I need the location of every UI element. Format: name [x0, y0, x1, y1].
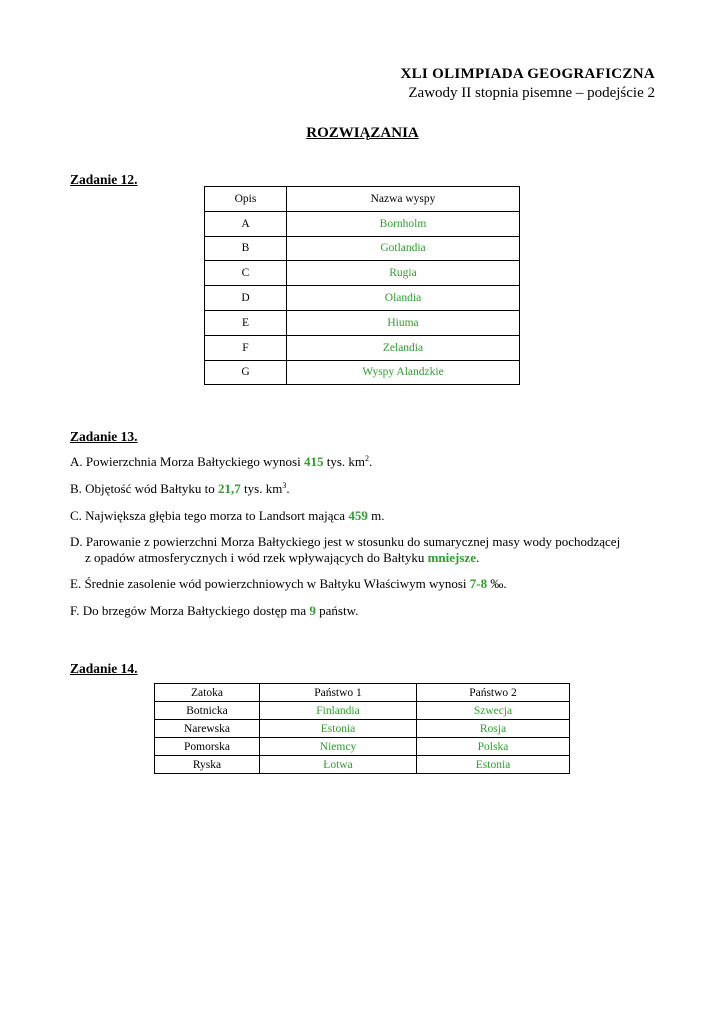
table-row — [205, 360, 520, 385]
table-row — [155, 702, 570, 720]
answer-text: . — [286, 481, 290, 496]
table-row — [155, 720, 570, 738]
answer-cell: Polska — [417, 738, 570, 756]
table-header-row — [155, 684, 570, 702]
answer-text: . — [475, 550, 480, 565]
answer-value: 7-8 — [469, 576, 488, 591]
answer-text: tys. km — [323, 454, 365, 469]
column-header: Opis — [205, 187, 287, 212]
table-header-row — [205, 187, 520, 212]
answer-text: . — [369, 454, 373, 469]
answer-cell: Szwecja — [417, 702, 570, 720]
answer-d-line1: D. Parowanie z powierzchni Morza Bałtyckiego jest w stosunku do sumarycznej masy wody pochodzącej — [70, 534, 621, 549]
table-row — [155, 756, 570, 774]
answer-cell: Rugia — [287, 261, 520, 286]
answer-cell: Niemcy — [260, 738, 417, 756]
table-row — [205, 211, 520, 236]
answer-text: C. Największa głębia tego morza to Landsort mająca — [70, 508, 349, 523]
row-key: Ryska — [155, 756, 260, 774]
answer-cell: Finlandia — [260, 702, 417, 720]
table-row — [205, 236, 520, 261]
task-12-table — [204, 186, 520, 385]
answer-cell: Bornholm — [287, 211, 520, 236]
answer-a — [70, 454, 372, 470]
row-key: Botnicka — [155, 702, 260, 720]
row-key: A — [205, 211, 287, 236]
answer-text: m. — [367, 508, 385, 523]
table-row — [205, 335, 520, 360]
answer-cell: Olandia — [287, 286, 520, 311]
answer-value: mniejsze — [427, 550, 476, 565]
task-14-label: Zadanie 14. — [70, 661, 138, 676]
competition-title: XLI OLIMPIADA GEOGRAFICZNA — [400, 66, 655, 82]
answer-text: ‰. — [487, 576, 507, 591]
row-key: C — [205, 261, 287, 286]
answer-d-line2 — [85, 550, 479, 566]
row-key: G — [205, 360, 287, 385]
answer-cell: Estonia — [260, 720, 417, 738]
answer-value: 9 — [309, 603, 316, 618]
unit-exponent: 3 — [282, 481, 287, 490]
task-14-table — [154, 683, 570, 774]
row-key: F — [205, 335, 287, 360]
answer-cell: Rosja — [417, 720, 570, 738]
column-header: Państwo 2 — [417, 684, 570, 702]
answer-cell: Estonia — [417, 756, 570, 774]
answer-cell: Zelandia — [287, 335, 520, 360]
row-key: B — [205, 236, 287, 261]
answer-text: A. Powierzchnia Morza Bałtyckiego wynosi — [70, 454, 304, 469]
answer-f — [70, 603, 358, 619]
column-header: Nazwa wyspy — [287, 187, 520, 212]
answer-text: B. Objętość wód Bałtyku to — [70, 481, 219, 496]
table-row — [205, 310, 520, 335]
answer-text: E. Średnie zasolenie wód powierzchniowych w Bałtyku Właściwym wynosi — [70, 576, 470, 591]
answer-e — [70, 576, 507, 592]
answer-cell: Łotwa — [260, 756, 417, 774]
table-row — [205, 261, 520, 286]
answer-text: państw. — [315, 603, 359, 618]
answer-text: F. Do brzegów Morza Bałtyckiego dostęp ma — [70, 603, 310, 618]
answer-value: 415 — [303, 454, 324, 469]
column-header: Państwo 1 — [260, 684, 417, 702]
row-key: D — [205, 286, 287, 311]
row-key: E — [205, 310, 287, 335]
competition-subtitle: Zawody II stopnia pisemne – podejście 2 — [408, 85, 655, 101]
task-12-label: Zadanie 12. — [70, 172, 138, 187]
row-key: Narewska — [155, 720, 260, 738]
task-13-label: Zadanie 13. — [70, 429, 138, 444]
answer-cell: Hiuma — [287, 310, 520, 335]
table-row — [205, 286, 520, 311]
answer-value: 459 — [348, 508, 368, 523]
unit-exponent: 2 — [365, 454, 369, 463]
column-header: Zatoka — [155, 684, 260, 702]
page-title: ROZWIĄZANIA — [306, 125, 419, 141]
answer-text: z opadów atmosferycznych i wód rzek wpływających do Bałtyku — [85, 550, 428, 565]
answer-text: tys. km — [240, 481, 283, 496]
row-key: Pomorska — [155, 738, 260, 756]
answer-cell: Gotlandia — [287, 236, 520, 261]
table-row — [155, 738, 570, 756]
answer-c — [70, 508, 384, 524]
answer-value: 21,7 — [218, 481, 241, 496]
answer-b — [70, 481, 290, 497]
answer-cell: Wyspy Alandzkie — [287, 360, 520, 385]
